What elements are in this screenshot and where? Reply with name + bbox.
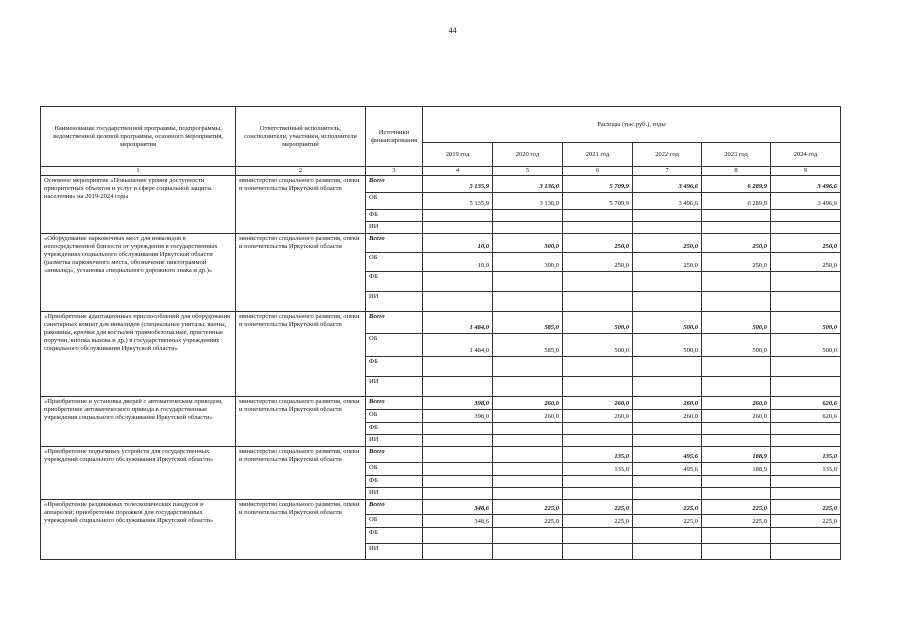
amount-cell [702, 544, 771, 560]
amount-cell [771, 488, 841, 500]
amount-cell [423, 357, 493, 377]
amount-cell: 3 496,6 [633, 176, 702, 193]
amount-cell [702, 528, 771, 544]
amount-cell [771, 544, 841, 560]
amount-cell [493, 463, 563, 476]
header-year: 2021 год [563, 143, 633, 167]
funding-source: ИИ [366, 377, 423, 397]
amount-cell: 225,0 [633, 500, 702, 515]
amount-cell: 260,0 [563, 397, 633, 410]
amount-cell [633, 377, 702, 397]
amount-cell: 250,0 [771, 253, 841, 272]
amount-cell: 500,0 [771, 334, 841, 357]
amount-cell: 5 709,9 [563, 176, 633, 193]
amount-cell: 620,6 [771, 397, 841, 410]
amount-cell [423, 272, 493, 292]
funding-source: ОБ [366, 410, 423, 423]
amount-cell: 5 135,9 [423, 193, 493, 210]
amount-cell [423, 423, 493, 435]
header-expenses: Расходы (тыс.руб.), годы [423, 107, 841, 143]
amount-cell: 250,0 [771, 234, 841, 253]
amount-cell [633, 423, 702, 435]
funding-source: Всего [366, 447, 423, 463]
amount-cell [702, 476, 771, 488]
amount-cell [702, 435, 771, 447]
funding-source: ИИ [366, 222, 423, 234]
amount-cell [563, 222, 633, 234]
table-row [41, 500, 841, 515]
amount-cell [771, 476, 841, 488]
amount-cell: 585,0 [493, 334, 563, 357]
amount-cell: 3 496,6 [633, 193, 702, 210]
amount-cell [423, 528, 493, 544]
amount-cell [563, 423, 633, 435]
amount-cell: 135,0 [771, 447, 841, 463]
amount-cell [563, 476, 633, 488]
activity-name: Основное мероприятие «Повышение уровня доступности приоритетных объектов и услуг в сфере социальной защиты населения» на 2019-2024 годы [41, 176, 236, 234]
amount-cell: 6 289,9 [702, 193, 771, 210]
funding-source: ФБ [366, 357, 423, 377]
amount-cell: 225,0 [493, 515, 563, 528]
amount-cell: 260,0 [633, 397, 702, 410]
amount-cell: 3 136,0 [493, 176, 563, 193]
activity-name: «Приобретение раздвижных телескопических пандусов и аппарелей; приобретение порожков для государственных учреждений социального обслуживания Иркутской области» [41, 500, 236, 560]
amount-cell: 225,0 [702, 500, 771, 515]
activity-name: «Оборудование парковочных мест для инвалидов в непосредственной близости от учреждения в государственных учреждениях социального обслуживания Иркутской области (разметка парковочного места, обозначение пиктограммой «инвалид», установка специального дорожного знака и др.)» [41, 234, 236, 312]
amount-cell: 250,0 [702, 234, 771, 253]
amount-cell [771, 435, 841, 447]
column-number: 4 [423, 167, 493, 176]
amount-cell: 188,9 [702, 463, 771, 476]
amount-cell [423, 292, 493, 312]
funding-source: ФБ [366, 423, 423, 435]
funding-source: ФБ [366, 210, 423, 222]
amount-cell: 10,0 [423, 234, 493, 253]
table-row [41, 176, 841, 193]
amount-cell: 260,0 [493, 397, 563, 410]
amount-cell: 300,0 [493, 234, 563, 253]
amount-cell [702, 423, 771, 435]
amount-cell [771, 357, 841, 377]
amount-cell: 3 136,0 [493, 193, 563, 210]
header-executor: Ответственный исполнитель, соисполнители, участники, исполнители мероприятий [236, 107, 366, 167]
expenses-table [40, 106, 841, 560]
column-number: 8 [702, 167, 771, 176]
activity-name: «Приобретение и установка дверей с автоматическим приводом, приобретение автоматического привода в государственные учреждения социального обслуживания Иркутской области» [41, 397, 236, 447]
funding-source: ОБ [366, 193, 423, 210]
amount-cell [702, 292, 771, 312]
amount-cell: 620,6 [771, 410, 841, 423]
amount-cell [493, 272, 563, 292]
amount-cell: 188,9 [702, 447, 771, 463]
amount-cell: 260,0 [702, 410, 771, 423]
amount-cell [771, 210, 841, 222]
amount-cell [563, 272, 633, 292]
amount-cell: 225,0 [563, 515, 633, 528]
amount-cell: 260,0 [493, 410, 563, 423]
amount-cell [493, 488, 563, 500]
amount-cell: 225,0 [493, 500, 563, 515]
header-year: 2024 год [771, 143, 841, 167]
amount-cell: 3 496,6 [771, 176, 841, 193]
funding-source: Всего [366, 312, 423, 334]
amount-cell [423, 544, 493, 560]
amount-cell [423, 476, 493, 488]
amount-cell [423, 463, 493, 476]
executor: министерство социального развития, опеки и попечительства Иркутской области [236, 234, 366, 312]
funding-source: ОБ [366, 334, 423, 357]
amount-cell: 3 496,6 [771, 193, 841, 210]
funding-source: Всего [366, 176, 423, 193]
amount-cell [493, 377, 563, 397]
amount-cell: 500,0 [702, 312, 771, 334]
executor: министерство социального развития, опеки и попечительства Иркутской области [236, 500, 366, 560]
header-year: 2022 год [633, 143, 702, 167]
amount-cell: 225,0 [702, 515, 771, 528]
amount-cell [633, 292, 702, 312]
amount-cell [633, 476, 702, 488]
table-row [41, 234, 841, 253]
funding-source: Всего [366, 500, 423, 515]
amount-cell [771, 423, 841, 435]
amount-cell [702, 377, 771, 397]
header-year: 2019 год [423, 143, 493, 167]
amount-cell: 495,6 [633, 463, 702, 476]
funding-source: ИИ [366, 292, 423, 312]
amount-cell [493, 292, 563, 312]
amount-cell [702, 272, 771, 292]
amount-cell [423, 488, 493, 500]
amount-cell [633, 272, 702, 292]
amount-cell [563, 292, 633, 312]
funding-source: ИИ [366, 488, 423, 500]
amount-cell [493, 357, 563, 377]
amount-cell [493, 476, 563, 488]
amount-cell: 250,0 [563, 234, 633, 253]
header-year: 2023 год [702, 143, 771, 167]
amount-cell: 1 484,0 [423, 334, 493, 357]
amount-cell: 500,0 [563, 334, 633, 357]
amount-cell [633, 357, 702, 377]
column-number: 6 [563, 167, 633, 176]
funding-source: Всего [366, 397, 423, 410]
executor: министерство социального развития, опеки и попечительства Иркутской области [236, 447, 366, 500]
amount-cell: 300,0 [493, 253, 563, 272]
header-funding-source: Источники финансирования [366, 107, 423, 167]
amount-cell: 225,0 [771, 500, 841, 515]
column-number: 7 [633, 167, 702, 176]
amount-cell [563, 357, 633, 377]
amount-cell [423, 222, 493, 234]
amount-cell [633, 435, 702, 447]
funding-source: ФБ [366, 528, 423, 544]
executor: министерство социального развития, опеки и попечительства Иркутской области [236, 312, 366, 397]
amount-cell: 225,0 [771, 515, 841, 528]
amount-cell: 260,0 [633, 410, 702, 423]
funding-source: ОБ [366, 463, 423, 476]
funding-source: ОБ [366, 515, 423, 528]
page-number: 44 [448, 26, 457, 35]
amount-cell [493, 423, 563, 435]
amount-cell [771, 528, 841, 544]
amount-cell: 585,0 [493, 312, 563, 334]
amount-cell: 500,0 [563, 312, 633, 334]
amount-cell: 348,6 [423, 500, 493, 515]
column-number-row [41, 167, 841, 176]
table-row [41, 312, 841, 334]
amount-cell: 10,0 [423, 253, 493, 272]
amount-cell [423, 435, 493, 447]
header-year: 2020 год [493, 143, 563, 167]
funding-source: ИИ [366, 544, 423, 560]
amount-cell [493, 222, 563, 234]
amount-cell [493, 435, 563, 447]
amount-cell: 500,0 [633, 312, 702, 334]
amount-cell: 135,0 [771, 463, 841, 476]
amount-cell [493, 210, 563, 222]
amount-cell: 6 289,9 [702, 176, 771, 193]
amount-cell: 250,0 [563, 253, 633, 272]
column-number: 2 [236, 167, 366, 176]
amount-cell [702, 222, 771, 234]
amount-cell: 1 484,0 [423, 312, 493, 334]
amount-cell [493, 544, 563, 560]
amount-cell: 250,0 [633, 253, 702, 272]
funding-source: ФБ [366, 272, 423, 292]
amount-cell: 260,0 [563, 410, 633, 423]
amount-cell [493, 528, 563, 544]
amount-cell [563, 377, 633, 397]
amount-cell [563, 435, 633, 447]
amount-cell: 348,6 [423, 515, 493, 528]
amount-cell [563, 544, 633, 560]
amount-cell: 500,0 [633, 334, 702, 357]
funding-source: ФБ [366, 476, 423, 488]
column-number: 5 [493, 167, 563, 176]
amount-cell [702, 488, 771, 500]
amount-cell: 500,0 [771, 312, 841, 334]
amount-cell [633, 210, 702, 222]
amount-cell [423, 447, 493, 463]
amount-cell: 225,0 [563, 500, 633, 515]
amount-cell: 5 709,9 [563, 193, 633, 210]
amount-cell [771, 222, 841, 234]
amount-cell: 398,0 [423, 410, 493, 423]
amount-cell [633, 222, 702, 234]
amount-cell [771, 292, 841, 312]
amount-cell: 135,0 [563, 447, 633, 463]
header-program-name: Наименование государственной программы, подпрограммы, ведомственной целевой программы, основного мероприятия, мероприятия [41, 107, 236, 167]
amount-cell [633, 528, 702, 544]
amount-cell [771, 377, 841, 397]
amount-cell [702, 210, 771, 222]
amount-cell [771, 272, 841, 292]
funding-source: Всего [366, 234, 423, 253]
amount-cell: 225,0 [633, 515, 702, 528]
amount-cell [633, 544, 702, 560]
amount-cell [563, 210, 633, 222]
executor: министерство социального развития, опеки и попечительства Иркутской области [236, 397, 366, 447]
table-row [41, 397, 841, 410]
amount-cell: 398,0 [423, 397, 493, 410]
amount-cell [423, 377, 493, 397]
amount-cell [702, 357, 771, 377]
amount-cell [633, 488, 702, 500]
table-row [41, 447, 841, 463]
activity-name: «Приобретение подъемных устройств для государственных учреждений социального обслуживания Иркутской области» [41, 447, 236, 500]
activity-name: «Приобретение адаптационных приспособлений для оборудования санитарных комнат для инвалидов (специальные унитазы, ванны, раковины, крючки для костылей травмобезопасные, пристенные поручни, кнопка вызова и др.) в государственных учреждениях социального обслуживания Иркутской области» [41, 312, 236, 397]
funding-source: ОБ [366, 253, 423, 272]
amount-cell: 135,0 [563, 463, 633, 476]
amount-cell: 495,6 [633, 447, 702, 463]
column-number: 3 [366, 167, 423, 176]
amount-cell: 250,0 [633, 234, 702, 253]
amount-cell: 5 135,9 [423, 176, 493, 193]
column-number: 1 [41, 167, 236, 176]
column-number: 9 [771, 167, 841, 176]
amount-cell: 260,0 [702, 397, 771, 410]
executor: министерство социального развития, опеки и попечительства Иркутской области [236, 176, 366, 234]
amount-cell [423, 210, 493, 222]
funding-source: ИИ [366, 435, 423, 447]
amount-cell [563, 528, 633, 544]
amount-cell: 500,0 [702, 334, 771, 357]
amount-cell: 250,0 [702, 253, 771, 272]
amount-cell [493, 447, 563, 463]
amount-cell [563, 488, 633, 500]
